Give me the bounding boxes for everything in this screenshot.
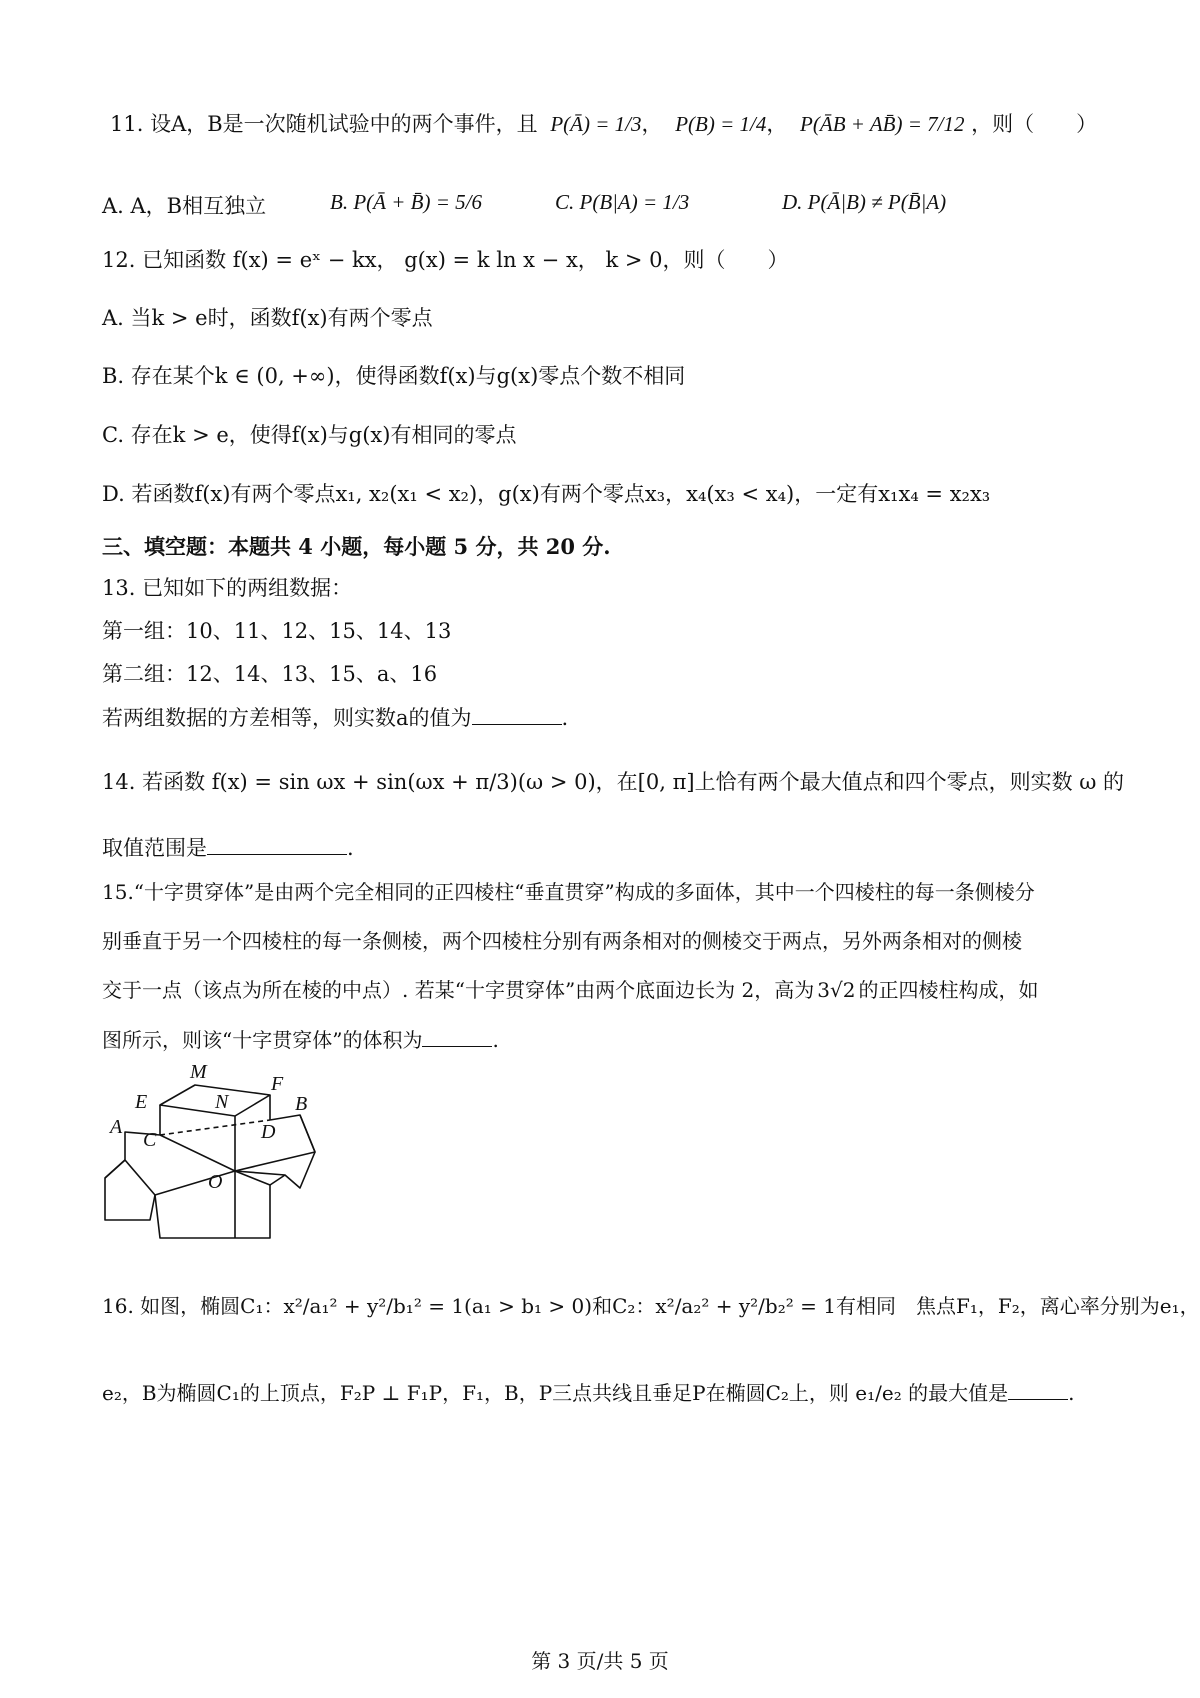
q11-stem-suffix: ，则（ ） [971, 112, 1098, 136]
section3-heading: 三、填空题：本题共 4 小题，每小题 5 分，共 20 分. [102, 534, 611, 559]
q14-end: . [347, 836, 354, 860]
figure-label-c: C [143, 1129, 157, 1151]
q14-line2: 取值范围是 [102, 836, 207, 860]
figure-label-o: O [208, 1171, 223, 1193]
q11-p-union: P(ĀB + AB̄) = 7/12 [800, 112, 965, 136]
q12-stem: 12. 已知函数 f(x) = eˣ − kx， g(x) = k ln x − x， k > 0，则（ ） [102, 248, 789, 272]
figure-label-d: D [261, 1121, 276, 1143]
q15-line2: 别垂直于另一个四棱柱的每一条侧棱，两个四棱柱分别有两条相对的侧棱交于两点，另外两条相对的侧棱 [102, 929, 1022, 953]
page-footer: 第 3 页/共 5 页 [531, 1649, 669, 1673]
q11-option-a: A. A，B相互独立 [102, 194, 267, 218]
q13-ask: 若两组数据的方差相等，则实数a的值为 [102, 706, 472, 730]
q15-line4-wrap [102, 1028, 499, 1052]
figure-label-b: B [295, 1093, 308, 1115]
figure-label-m: M [190, 1061, 207, 1083]
q11-p-b: P(B) = 1/4 [675, 112, 767, 136]
q14-line1: 14. 若函数 f(x) = sin ωx + sin(ωx + π/3)(ω > 0)，在[0, π]上恰有两个最大值点和四个零点，则实数 ω 的 [102, 770, 1125, 794]
cross-prism-figure [95, 1060, 335, 1250]
q16-line2: e₂，B为椭圆C₁的上顶点，F₂P ⊥ F₁P，F₁，B，P三点共线且垂足P在椭圆C₂上，则 e₁/e₂ 的最大值是 [102, 1381, 1009, 1405]
q16-line2-wrap [102, 1381, 1074, 1405]
q15-line3-prefix: 交于一点（该点为所在棱的中点）. 若某“十字贯穿体”由两个底面边长为 2，高为 [102, 978, 815, 1002]
q15-end: . [492, 1028, 499, 1052]
q13-ask-line [102, 706, 568, 731]
q16-end: . [1068, 1381, 1075, 1405]
figure-label-e: E [135, 1091, 148, 1113]
q11-option-d: D. P(Ā|B) ≠ P(B̄|A) [782, 190, 947, 214]
q11-stem-prefix: 11. 设A，B是一次随机试验中的两个事件，且 [110, 112, 538, 136]
q14-answer-blank[interactable] [207, 836, 347, 855]
q11-stem: 11. 设A，B是一次随机试验中的两个事件，且 P(Ā) = 1/3， P(B) = 1/4， P(ĀB + AB̄) = 7/12 ，则（ ） [110, 112, 1098, 136]
q12-option-a: A. 当k > e时，函数f(x)有两个零点 [102, 306, 433, 330]
q15-answer-blank[interactable] [422, 1028, 492, 1047]
q15-line1: 15.“十字贯穿体”是由两个完全相同的正四棱柱“垂直贯穿”构成的多面体，其中一个四棱柱的每一条侧棱分 [102, 880, 1035, 904]
figure-label-a: A [110, 1116, 123, 1138]
q15-line4: 图所示，则该“十字贯穿体”的体积为 [102, 1028, 423, 1052]
q15-line3 [102, 978, 1038, 1002]
q11-option-c: C. P(B|A) = 1/3 [555, 190, 690, 214]
q15-height: 3√2 [817, 978, 856, 1002]
figure-label-f: F [271, 1073, 284, 1095]
q13-stem: 13. 已知如下的两组数据： [102, 576, 353, 600]
q12-option-d: D. 若函数f(x)有两个零点x₁, x₂(x₁ < x₂)，g(x)有两个零点x₃，x₄(x₃ < x₄)，一定有x₁x₄ = x₂x₃ [102, 482, 991, 506]
q11-p-a-bar: P(Ā) = 1/3 [550, 112, 642, 136]
q13-end: . [561, 706, 569, 730]
q15-line3-suffix: 的正四棱柱构成，如 [858, 978, 1039, 1002]
q13-group2: 第二组：12、14、13、15、a、16 [102, 662, 438, 686]
q16-line1: 16. 如图，椭圆C₁：x²/a₁² + y²/b₁² = 1(a₁ > b₁ > 0)和C₂：x²/a₂² + y²/b₂² = 1有相同 焦点F₁，F₂，离心率分别为e₁， [102, 1294, 1200, 1318]
q16-answer-blank[interactable] [1008, 1381, 1068, 1400]
q14-line2-wrap [102, 836, 354, 861]
figure-label-n: N [215, 1091, 229, 1113]
q13-group1: 第一组：10、11、12、15、14、13 [102, 619, 452, 643]
q12-option-b: B. 存在某个k ∈ (0, +∞)，使得函数f(x)与g(x)零点个数不相同 [102, 364, 686, 388]
q12-option-c: C. 存在k > e，使得f(x)与g(x)有相同的零点 [102, 423, 517, 447]
q13-answer-blank[interactable] [472, 706, 562, 725]
q11-option-b: B. P(Ā + B̄) = 5/6 [330, 190, 482, 214]
